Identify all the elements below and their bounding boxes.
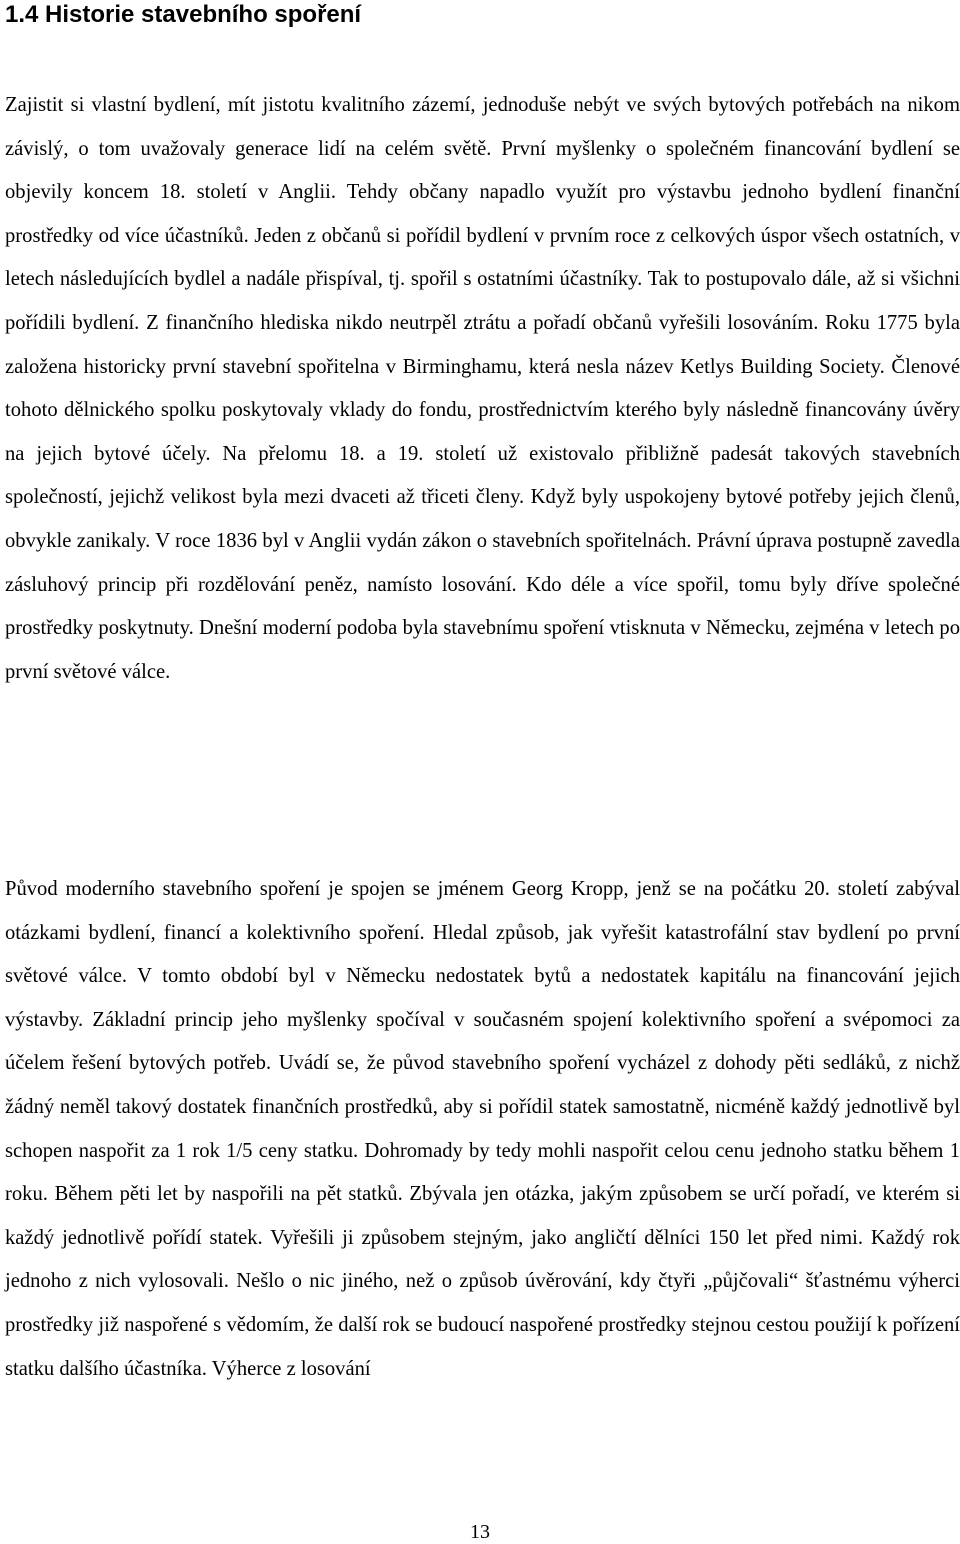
page-number: 13 (470, 1521, 490, 1543)
paragraph-modern-origin: Původ moderního stavebního spoření je spojen se jménem Georg Kropp, jenž se na počátku 20. století zabýval otázkami bydlení, financí a kolektivního spoření. Hledal způsob, jak vyřešit katastrofální stav bydlení po první světové válce. V tomto období byl v Německu nedostatek bytů a nedostatek kapitálu na financování jejich výstavby. Základní princip jeho myšlenky spočíval v současném spojení kolektivního spoření a svépomoci za účelem řešení bytových potřeb. Uvádí se, že původ stavebního spoření vycházel z dohody pěti sedláků, z nichž žádný neměl takový dostatek finančních prostředků, aby si pořídil statek samostatně, nicméně každý jednotlivě byl schopen naspořit za 1 rok 1/5 ceny statku. Dohromady by tedy mohli naspořit celou cenu jednoho statku během 1 roku. Během pěti let by naspořili na pět statků. Zbývala jen otázka, jakým způsobem se určí pořadí, ve kterém si každý jednotlivě pořídí statek. Vyřešili ji způsobem stejným, jako angličtí dělníci 150 let před nimi. Každý rok jednoho z nich vylosovali. Nešlo o nic jiného, než o způsob úvěrování, kdy čtyři „půjčovali“ šťastnému výherci prostředky již naspořené s vědomím, že další rok se budoucí naspořené prostředky stejnou cestou použijí k pořízení statku dalšího účastníka. Výherce z losování (5, 878, 960, 1380)
section-heading: 1.4 Historie stavebního spoření (5, 1, 362, 28)
paragraph-history-england: Zajistit si vlastní bydlení, mít jistotu kvalitního zázemí, jednoduše nebýt ve svých bytových potřebách na nikom závislý, o tom uvažovaly generace lidí na celém světě. První myšlenky o společném financování bydlení se objevily koncem 18. století v Anglii. Tehdy občany napadlo využít pro výstavbu jednoho bydlení finanční prostředky od více účastníků. Jeden z občanů si pořídil bydlení v prvním roce z celkových úspor všech ostatních, v letech následujících bydlel a nadále přispíval, tj. spořil s ostatními účastníky. Tak to postupovalo dále, až si všichni pořídili bydlení. Z finančního hlediska nikdo neutrpěl ztrátu a pořadí občanů vyřešili losováním. Roku 1775 byla založena historicky první stavební spořitelna v Birminghamu, která nesla název Ketlys Building Society. Členové tohoto dělnického spolku poskytovaly vklady do fondu, prostřednictvím kterého byly následně financovány úvěry na jejich bytové účely. Na přelomu 18. a 19. století už existovalo přibližně padesát takových stavebních společností, jejichž velikost byla mezi dvaceti až třiceti členy. Když byly uspokojeny bytové potřeby jejich členů, obvykle zanikaly. V roce 1836 byl v Anglii vydán zákon o stavebních spořitelnách. Právní úprava postupně zavedla zásluhový princip při rozdělování peněz, namísto losování. Kdo déle a více spořil, tomu byly dříve společné prostředky poskytnuty. Dnešní moderní podoba byla stavebnímu spoření vtisknuta v Německu, zejména v letech po první světové válce. (5, 94, 960, 683)
